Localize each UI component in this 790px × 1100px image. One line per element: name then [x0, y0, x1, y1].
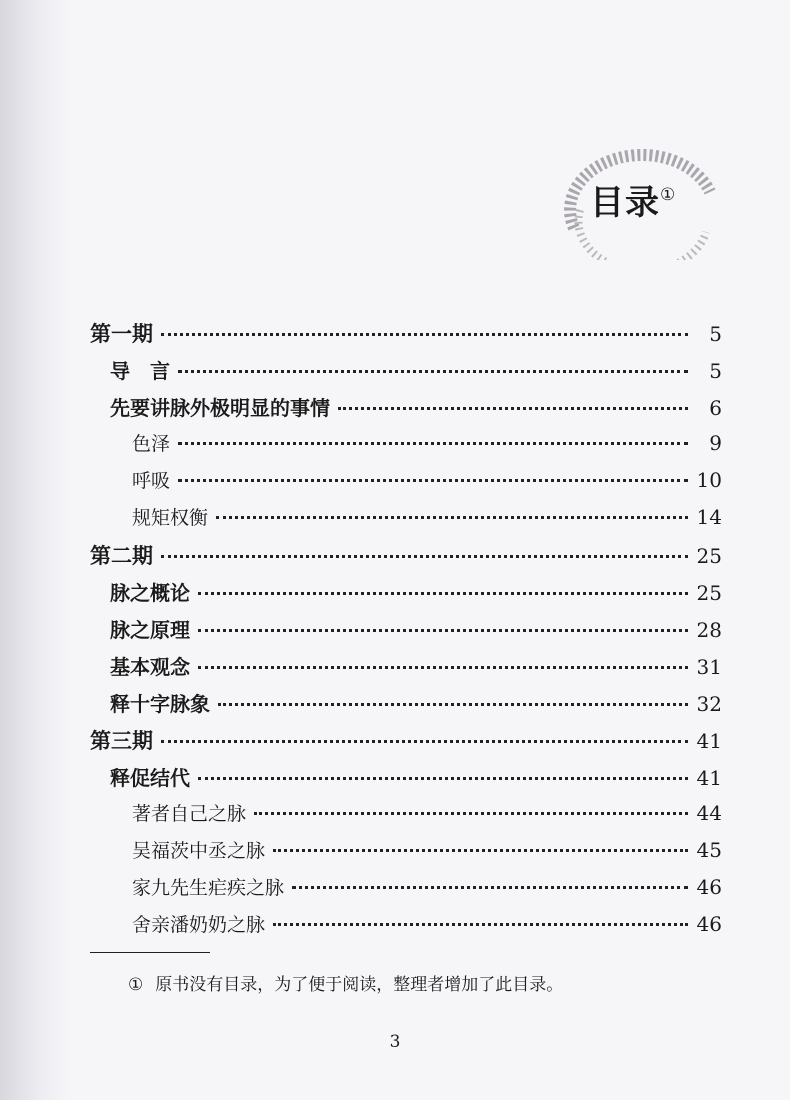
toc-entry: [90, 392, 722, 429]
toc-entry-page-number: 5: [709, 322, 722, 346]
toc-entry-page-number: 28: [696, 618, 722, 642]
toc-entry: [90, 614, 722, 651]
dot-leader: [161, 739, 688, 743]
toc-entry: [90, 910, 722, 947]
toc-entry-page-number: 5: [709, 359, 722, 383]
dot-leader: [198, 591, 688, 595]
page-gutter-shadow: [0, 0, 70, 1100]
toc-entry-page-number: 10: [696, 468, 722, 492]
toc-entry: [90, 873, 722, 910]
page-number: 3: [389, 1032, 401, 1052]
toc-entry-label: 家九先生疟疾之脉: [132, 877, 285, 899]
toc-entry-label: 第二期: [90, 544, 153, 568]
dot-leader: [292, 885, 688, 889]
dot-leader: [161, 332, 688, 336]
toc-entry-label: 脉之概论: [110, 581, 190, 605]
toc-entry-label: 色泽: [132, 433, 171, 455]
page-title: [590, 175, 676, 224]
dot-leader: [216, 515, 688, 519]
toc-entry-page-number: 32: [696, 692, 722, 716]
toc-entry: [90, 725, 722, 762]
toc-entry-label: 脉之原理: [110, 618, 190, 642]
toc-entry: [90, 799, 722, 836]
toc-entry: [90, 688, 722, 725]
toc-entry: [90, 355, 722, 392]
toc-entry: [90, 836, 722, 873]
toc-entry-page-number: 25: [696, 581, 722, 605]
toc-entry-label: 第三期: [90, 729, 153, 753]
toc-entry-page-number: 41: [696, 766, 722, 790]
toc-entry-label: 释十字脉象: [110, 692, 210, 716]
footnote-reference: ①: [660, 185, 677, 205]
toc-entry: [90, 762, 722, 799]
dot-leader: [254, 811, 688, 815]
toc-entry-page-number: 45: [696, 838, 722, 862]
footnote-text: 原书没有目录，为了便于阅读，整理者增加了此目录。: [155, 975, 564, 995]
toc-entry-label: 著者自己之脉: [132, 803, 247, 825]
toc-entry-label: 吴福茨中丞之脉: [132, 840, 266, 862]
dot-leader: [198, 628, 688, 632]
dot-leader: [178, 441, 688, 445]
toc-entry-page-number: 25: [696, 544, 722, 568]
dot-leader: [218, 702, 688, 706]
dot-leader: [178, 369, 688, 373]
toc-entry-label: 先要讲脉外极明显的事情: [110, 396, 330, 420]
toc-entry: [90, 466, 722, 503]
dot-leader: [198, 665, 688, 669]
toc-entry-label: 呼吸: [132, 470, 171, 492]
toc-entry: [90, 577, 722, 614]
toc-entry-page-number: 9: [709, 431, 722, 455]
toc-entry-label: 规矩权衡: [132, 507, 209, 529]
toc-entry-page-number: 14: [696, 505, 722, 529]
toc-entry-page-number: 41: [696, 729, 722, 753]
dot-leader: [273, 848, 688, 852]
toc-entry-page-number: 44: [696, 801, 722, 825]
footnote-separator: [90, 952, 210, 953]
toc-entry-page-number: 31: [696, 655, 722, 679]
toc-entry-page-number: 6: [709, 396, 722, 420]
toc-entry: [90, 540, 722, 577]
dot-leader: [178, 478, 688, 482]
toc-entry: [90, 318, 722, 355]
footnote-mark: ①: [128, 975, 144, 995]
toc-entry-label: 释促结代: [110, 766, 190, 790]
toc-entry: [90, 503, 722, 540]
toc-entry-page-number: 46: [696, 875, 722, 899]
dot-leader: [273, 922, 688, 926]
dot-leader: [198, 776, 688, 780]
toc-entry-label: 导 言: [110, 359, 170, 383]
toc-entry: [90, 429, 722, 466]
toc-entry-label: 第一期: [90, 322, 153, 346]
toc-entry-page-number: 46: [696, 912, 722, 936]
dot-leader: [161, 554, 688, 558]
footnote: [128, 970, 563, 995]
toc-entry: [90, 651, 722, 688]
table-of-contents: [90, 318, 722, 947]
dot-leader: [338, 406, 688, 410]
toc-entry-label: 基本观念: [110, 655, 190, 679]
toc-entry-label: 舍亲潘奶奶之脉: [132, 914, 266, 936]
title-text: 目录: [590, 183, 660, 223]
